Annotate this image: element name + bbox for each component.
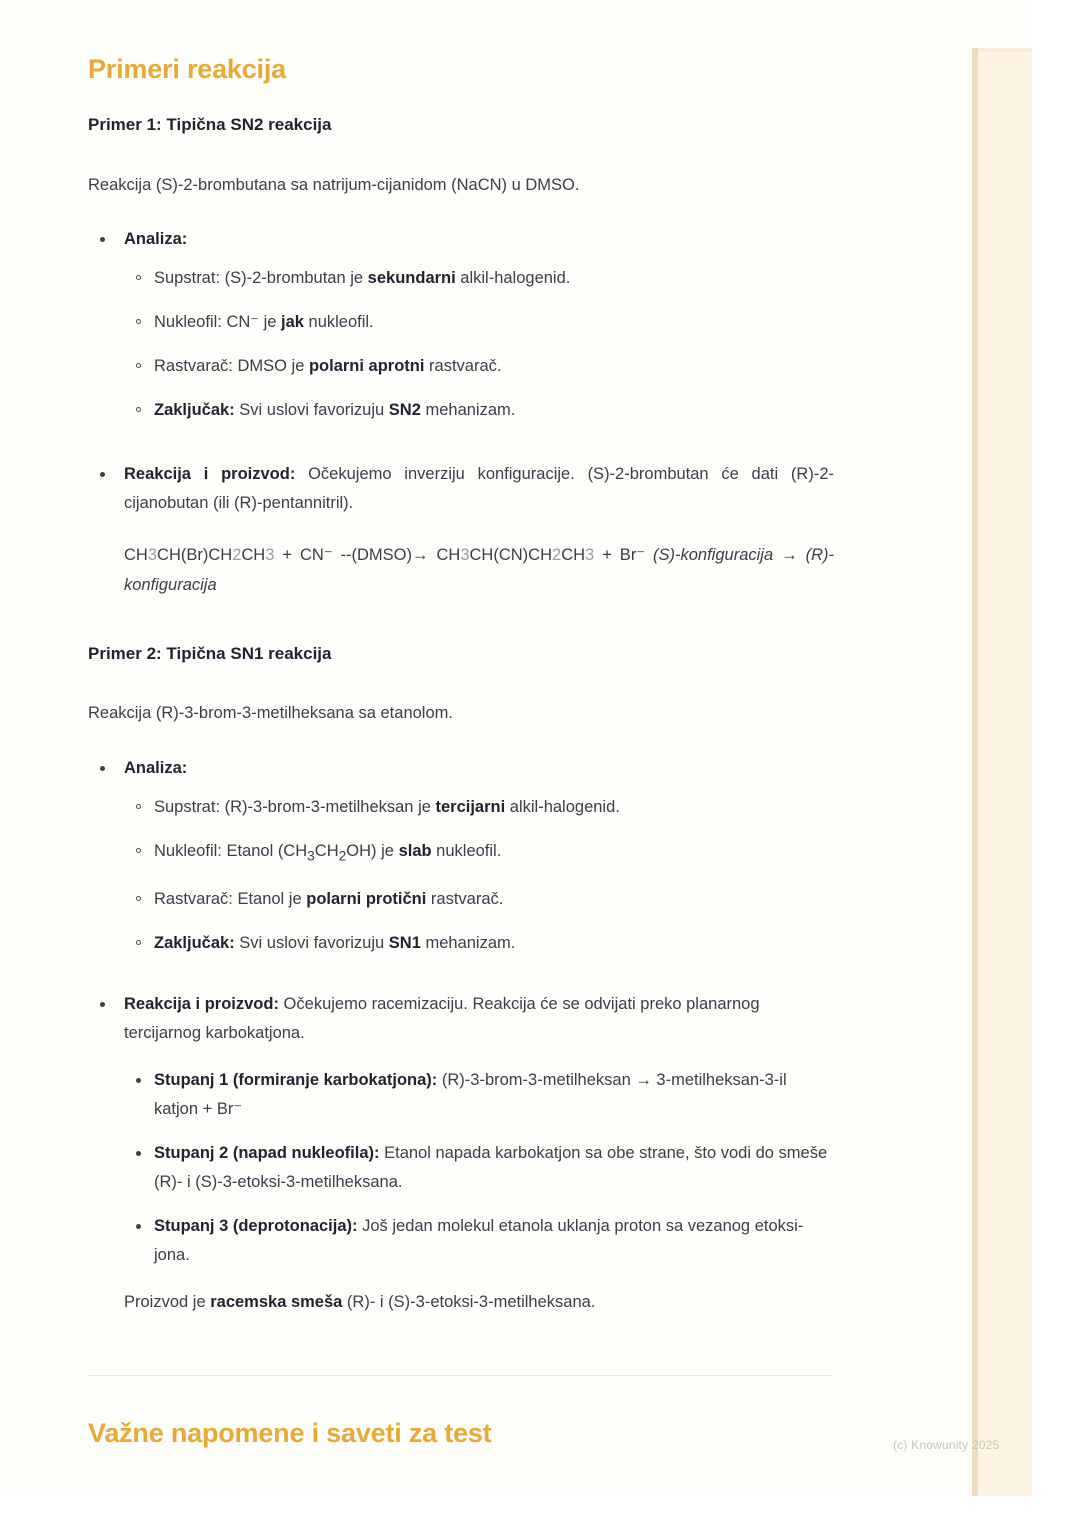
list-item [124, 929, 620, 958]
stupanj-text: (R)-3-brom-3-metilheksan → 3-metilheksan-3-il katjon + Br⁻ [154, 1071, 787, 1118]
list-item [124, 352, 570, 381]
list-item [124, 885, 620, 914]
analiza-item-pre: CH [314, 842, 339, 860]
example2-intro: Reakcija (R)-3-brom-3-metilheksana sa etanolom. [88, 704, 453, 722]
analiza-item-post: rastvarač. [424, 357, 502, 375]
eq-subscript: 3 [307, 848, 315, 864]
analiza-item-bold: SN2 [388, 401, 421, 419]
example1-intro: Reakcija (S)-2-brombutana sa natrijum-cijanidom (NaCN) u DMSO. [88, 176, 580, 194]
eq-subscript: 2 [232, 546, 242, 564]
analiza-item-post: alkil-halogenid. [455, 269, 571, 287]
analiza-item-pre: Rastvarač: DMSO je [154, 357, 309, 375]
eq-part: CH [561, 546, 586, 564]
analiza-item-post: rastvarač. [426, 890, 504, 909]
example2-reakcija-paragraph [124, 990, 834, 1048]
eq-subscript: 2 [338, 848, 347, 864]
proizvod-post: (R)- i (S)-3-etoksi-3-metilheksana. [342, 1293, 596, 1311]
list-item [124, 396, 570, 425]
reakcija-text: Očekujemo inverziju konfiguracije. (S)-2-brombutan će dati (R)-2-cijanobutan (ili (R)-pentannitril). [124, 465, 834, 512]
example1-equation [124, 540, 834, 600]
analiza-item-pre: OH) je [346, 842, 399, 860]
page-right-margin [1032, 0, 1080, 1496]
reakcija-label: Reakcija i proizvod: [124, 995, 279, 1013]
example2-proizvod-paragraph [124, 1288, 834, 1317]
analiza-item-bold: polarni protični [306, 890, 427, 909]
analiza-item-bold: slab [398, 842, 432, 860]
analiza-item-bold: polarni aprotni [308, 357, 425, 375]
example1-reakcija-paragraph [124, 460, 834, 518]
analiza-item-pre: Supstrat: (R)-3-brom-3-metilheksan je [154, 798, 436, 816]
reakcija-text: Očekujemo racemizaciju. Reakcija će se odvijati preko planarnog tercijarnog karbokatjona. [124, 995, 760, 1042]
list-item [124, 1066, 834, 1124]
analiza-item-pre: Supstrat: (S)-2-brombutan je [154, 269, 368, 287]
analiza-item-lead-bold: Zaključak: [154, 401, 235, 419]
list-item [88, 225, 570, 425]
analiza-item-lead-bold: Zaključak: [154, 934, 235, 953]
reakcija-label: Reakcija i proizvod: [124, 465, 296, 483]
example2-reakcija-block [88, 990, 834, 1325]
list-item [124, 1139, 834, 1197]
example2-reakcija-list [88, 990, 834, 1317]
section-title-primeri-reakcija: Primeri reakcija [88, 54, 286, 84]
analiza-item-pre: Nukleofil: CN⁻ je [154, 313, 281, 331]
analiza-item-pre: Svi uslovi favorizuju [234, 401, 389, 419]
analiza-item-bold: SN1 [388, 934, 421, 953]
example2-analiza-list [88, 754, 620, 958]
list-item [88, 990, 834, 1317]
analiza-item-pre: Svi uslovi favorizuju [234, 934, 389, 953]
proizvod-pre: Proizvod je [124, 1293, 211, 1311]
eq-part: CH [436, 546, 461, 564]
analiza-item-post: alkil-halogenid. [505, 798, 620, 816]
proizvod-bold: racemska smeša [210, 1293, 343, 1311]
example1-analiza-sublist [124, 264, 570, 425]
page-back-panel [978, 48, 1032, 1496]
example1-reakcija-block [88, 460, 834, 608]
example1-analiza-list [88, 225, 570, 425]
watermark: (c) Knowunity 2025 [893, 1438, 1000, 1452]
list-item [124, 837, 620, 870]
example2-analiza-sublist [124, 793, 620, 958]
example1-analiza-label: Analiza: [124, 230, 188, 248]
stupanj-label: Stupanj 1 (formiranje karbokatjona): [154, 1071, 438, 1089]
example1-reakcija-list [88, 460, 834, 600]
eq-subscript: 3 [265, 546, 275, 564]
list-item [124, 793, 620, 822]
list-item [124, 1212, 834, 1270]
eq-subscript: 3 [460, 546, 470, 564]
example1-analiza-block [88, 225, 570, 440]
stupanj-text: Etanol napada karbokatjon sa obe strane, što vodi do smeše (R)- i (S)-3-etoksi-3-metilheksana. [154, 1144, 828, 1191]
analiza-item-bold: jak [281, 313, 304, 331]
analiza-item-pre: Nukleofil: Etanol (CH [154, 842, 308, 860]
analiza-item-post: mehanizam. [420, 934, 516, 953]
analiza-item-bold: tercijarni [435, 798, 506, 816]
example2-stupanj-list [124, 1066, 834, 1270]
eq-subscript: 2 [552, 546, 562, 564]
analiza-item-pre: Rastvarač: Etanol je [154, 890, 307, 909]
eq-operator: + Br⁻ [594, 546, 653, 564]
analiza-item-post: mehanizam. [420, 401, 516, 419]
analiza-item-bold: sekundarni [367, 269, 456, 287]
eq-part: CH [241, 546, 266, 564]
page-back-panel-top-shadow [978, 48, 1032, 52]
list-item [88, 460, 834, 600]
eq-part: CH(Br)CH [157, 546, 233, 564]
eq-part: CH [124, 546, 148, 564]
example2-title: Primer 2: Tipična SN1 reakcija [88, 644, 332, 663]
section-divider [88, 1375, 832, 1376]
eq-subscript: 3 [585, 546, 595, 564]
list-item [124, 264, 570, 293]
eq-part: CH(CN)CH [469, 546, 552, 564]
example2-analiza-block [88, 754, 620, 973]
eq-operator: + CN⁻ --(DMSO)→ [274, 546, 437, 564]
stupanj-label: Stupanj 3 (deprotonacija): [154, 1217, 358, 1235]
example1-title: Primer 1: Tipična SN2 reakcija [88, 115, 332, 134]
stupanj-label: Stupanj 2 (napad nukleofila): [154, 1144, 380, 1162]
stupanj-text: Još jedan molekul etanola uklanja proton sa vezanog etoksi-jona. [154, 1217, 804, 1264]
list-item [124, 308, 570, 337]
section-title-vazne-napomene: Važne napomene i saveti za test [88, 1418, 492, 1448]
eq-subscript: 3 [147, 546, 158, 564]
analiza-item-post: nukleofil. [303, 313, 374, 331]
example2-analiza-label: Analiza: [124, 759, 188, 777]
analiza-item-post: nukleofil. [431, 842, 502, 860]
eq-config-note: (S)-konfiguracija → (R)-konfiguracija [124, 546, 834, 594]
list-item [88, 754, 620, 958]
